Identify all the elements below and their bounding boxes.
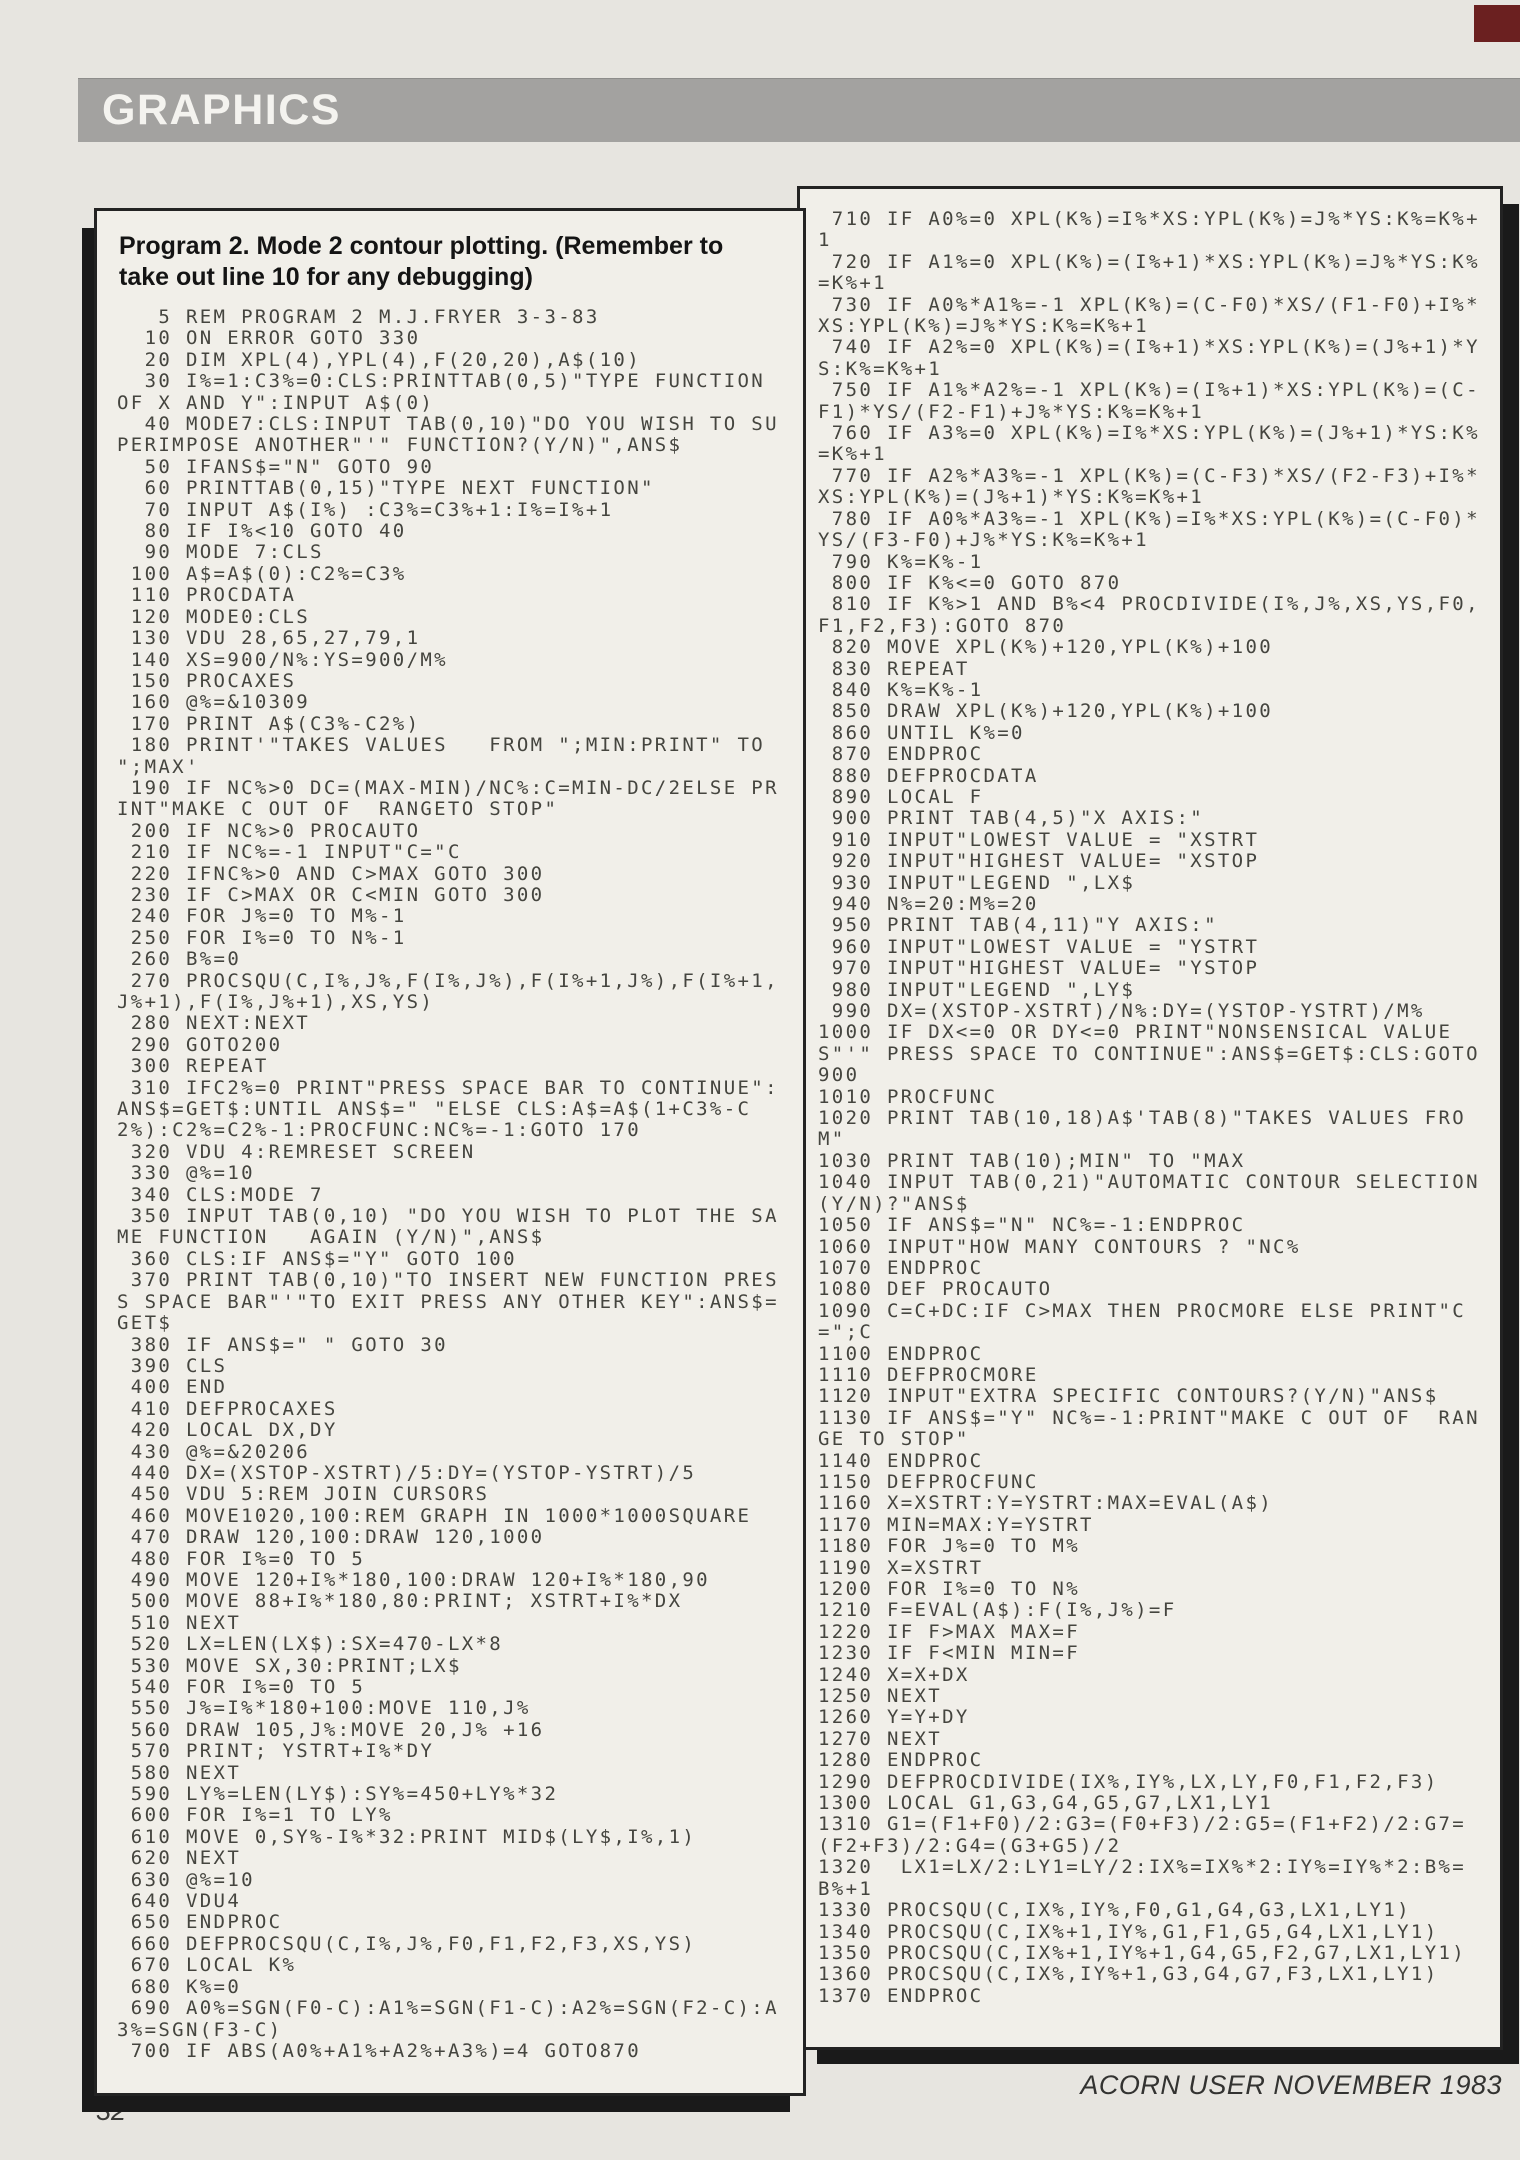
code-line: 330 @%=10 [117, 1162, 255, 1185]
code-line: 20 DIM XPL(4),YPL(4),F(20,20),A$(10) [117, 348, 641, 371]
code-line: 990 DX=(XSTOP-XSTRT)/N%:DY=(YSTOP-YSTRT)/M% [818, 1000, 1425, 1023]
code-line: 610 MOVE 0,SY%-I%*32:PRINT MID$(LY$,I%,1) [117, 1825, 697, 1848]
code-line: 600 FOR I%=1 TO LY% [117, 1804, 393, 1827]
code-line: 500 MOVE 88+I%*180,80:PRINT; XSTRT+I%*DX [117, 1590, 683, 1613]
code-line: 180 PRINT'"TAKES VALUES FROM ";MIN:PRINT" TO ";MAX' [117, 734, 779, 778]
footer-magazine-title: ACORN USER NOVEMBER 1983 [1080, 2070, 1502, 2100]
code-line: 460 MOVE1020,100:REM GRAPH IN 1000*1000SQUARE [117, 1504, 752, 1527]
code-line: 1030 PRINT TAB(10);MIN" TO "MAX [818, 1149, 1246, 1172]
code-line: 680 K%=0 [117, 1975, 242, 1998]
code-line: 570 PRINT; YSTRT+I%*DY [117, 1740, 435, 1763]
code-line: 870 ENDPROC [818, 743, 984, 766]
code-line: 420 LOCAL DX,DY [117, 1419, 338, 1442]
code-line: 430 @%=&20206 [117, 1440, 311, 1463]
code-line: 710 IF A0%=0 XPL(K%)=I%*XS:YPL(K%)=J%*YS:K%=K%+1 [818, 208, 1480, 252]
code-line: 1210 F=EVAL(A$):F(I%,J%)=F [818, 1599, 1177, 1622]
code-line: 100 A$=A$(0):C2%=C3% [117, 562, 407, 585]
code-line: 1010 PROCFUNC [818, 1085, 998, 1108]
code-line: 200 IF NC%>0 PROCAUTO [117, 819, 421, 842]
code-column-right [818, 209, 1488, 2007]
code-line: 490 MOVE 120+I%*180,100:DRAW 120+I%*180,90 [117, 1568, 710, 1591]
code-line: 50 IFANS$="N" GOTO 90 [117, 455, 435, 478]
code-line: 1140 ENDPROC [818, 1449, 984, 1472]
code-line: 1280 ENDPROC [818, 1749, 984, 1772]
code-line: 1270 NEXT [818, 1727, 943, 1750]
code-line: 530 MOVE SX,30:PRINT;LX$ [117, 1654, 462, 1677]
code-line: 890 LOCAL F [818, 785, 984, 808]
code-line: 740 IF A2%=0 XPL(K%)=(I%+1)*XS:YPL(K%)=(J%+1)*YS:K%=K%+1 [818, 336, 1480, 380]
code-line: 1370 ENDPROC [818, 1984, 984, 2007]
code-line: 170 PRINT A$(C3%-C2%) [117, 712, 421, 735]
code-line: 1130 IF ANS$="Y" NC%=-1:PRINT"MAKE C OUT OF RANGE TO STOP" [818, 1406, 1480, 1451]
code-line: 1320 LX1=LX/2:LY1=LY/2:IX%=IX%*2:IY%=IY%*2:B%=B%+1 [818, 1856, 1467, 1900]
code-line: 760 IF A3%=0 XPL(K%)=I%*XS:YPL(K%)=(J%+1)*YS:K%=K%+1 [818, 422, 1480, 466]
code-line: 290 GOTO200 [117, 1033, 283, 1056]
code-line: 140 XS=900/N%:YS=900/M% [117, 648, 448, 671]
code-line: 560 DRAW 105,J%:MOVE 20,J% +16 [117, 1718, 545, 1741]
code-line: 540 FOR I%=0 TO 5 [117, 1676, 366, 1698]
code-line: 550 J%=I%*180+100:MOVE 110,J% [117, 1697, 531, 1720]
code-line: 260 B%=0 [117, 948, 242, 971]
code-line: 1070 ENDPROC [818, 1256, 984, 1279]
code-line: 960 INPUT"LOWEST VALUE = "YSTRT [818, 935, 1260, 958]
code-line: 280 NEXT:NEXT [117, 1012, 311, 1035]
code-line: 370 PRINT TAB(0,10)"TO INSERT NEW FUNCTION PRESS SPACE BAR"'"TO EXIT PRESS ANY OTHER KEY":ANS$=GET$ [117, 1269, 779, 1335]
code-line: 640 VDU4 [117, 1890, 242, 1913]
code-line: 730 IF A0%*A1%=-1 XPL(K%)=(C-F0)*XS/(F1-F0)+I%*XS:YPL(K%)=J%*YS:K%=K%+1 [818, 293, 1480, 338]
code-line: 380 IF ANS$=" " GOTO 30 [117, 1333, 448, 1356]
code-line: 840 K%=K%-1 [818, 678, 984, 701]
code-line: 780 IF A0%*A3%=-1 XPL(K%)=I%*XS:YPL(K%)=(C-F0)*YS/(F3-F0)+J%*YS:K%=K%+1 [818, 507, 1480, 552]
code-line: 690 A0%=SGN(F0-C):A1%=SGN(F1-C):A2%=SGN(F2-C):A3%=SGN(F3-C) [117, 1997, 779, 2041]
code-line: 1240 X=X+DX [818, 1663, 970, 1686]
code-line: 1290 DEFPROCDIVIDE(IX%,IY%,LX,LY,F0,F1,F2,F3) [818, 1770, 1439, 1793]
code-line: 70 INPUT A$(I%) :C3%=C3%+1:I%=I%+1 [117, 498, 614, 521]
code-line: 510 NEXT [117, 1611, 242, 1634]
code-line: 270 PROCSQU(C,I%,J%,F(I%,J%),F(I%+1,J%),F(I%+1,J%+1),F(I%,J%+1),XS,YS) [117, 969, 779, 1013]
code-line: 1200 FOR I%=0 TO N% [818, 1578, 1080, 1600]
code-line: 1180 FOR J%=0 TO M% [818, 1535, 1080, 1558]
code-line: 110 PROCDATA [117, 584, 297, 607]
code-line: 390 CLS [117, 1354, 228, 1377]
code-line: 1190 X=XSTRT [818, 1556, 984, 1579]
code-line: 1020 PRINT TAB(10,18)A$'TAB(8)"TAKES VALUES FROM" [818, 1107, 1467, 1151]
code-line: 950 PRINT TAB(4,11)"Y AXIS:" [818, 914, 1218, 937]
code-line: 1000 IF DX<=0 OR DY<=0 PRINT"NONSENSICAL VALUES"'" PRESS SPACE TO CONTINUE":ANS$=GET$:CLS:GOTO900 [818, 1021, 1480, 1087]
code-line: 900 PRINT TAB(4,5)"X AXIS:" [818, 807, 1205, 830]
code-line: 10 ON ERROR GOTO 330 [117, 327, 421, 350]
code-line: 660 DEFPROCSQU(C,I%,J%,F0,F1,F2,F3,XS,YS) [117, 1932, 697, 1955]
code-line: 1040 INPUT TAB(0,21)"AUTOMATIC CONTOUR SELECTION(Y/N)?"ANS$ [818, 1171, 1480, 1215]
graphics-section-bar [78, 78, 1520, 142]
code-line: 310 IFC2%=0 PRINT"PRESS SPACE BAR TO CONTINUE":ANS$=GET$:UNTIL ANS$=" "ELSE CLS:A$=A$(1+C3%-C2%):C2%=C2%-1:PROCFUNC:NC%=-1:GOTO 170 [117, 1076, 779, 1142]
code-line: 1350 PROCSQU(C,IX%+1,IY%+1,G4,G5,F2,G7,LX1,LY1) [818, 1941, 1467, 1964]
code-line: 440 DX=(XSTOP-XSTRT)/5:DY=(YSTOP-YSTRT)/5 [117, 1461, 697, 1484]
code-line: 1050 IF ANS$="N" NC%=-1:ENDPROC [818, 1214, 1246, 1237]
code-line: 5 REM PROGRAM 2 M.J.FRYER 3-3-83 [117, 306, 600, 328]
code-line: 30 I%=1:C3%=0:CLS:PRINTTAB(0,5)"TYPE FUNCTION OF X AND Y":INPUT A$(0) [117, 370, 779, 414]
code-line: 240 FOR J%=0 TO M%-1 [117, 905, 407, 928]
code-line: 1100 ENDPROC [818, 1342, 984, 1365]
code-line: 320 VDU 4:REMRESET SCREEN [117, 1140, 476, 1163]
code-line: 1340 PROCSQU(C,IX%+1,IY%,G1,F1,G5,G4,LX1,LY1) [818, 1920, 1439, 1943]
code-line: 860 UNTIL K%=0 [818, 721, 1025, 744]
code-line: 470 DRAW 120,100:DRAW 120,1000 [117, 1526, 545, 1549]
code-line: 830 REPEAT [818, 657, 970, 680]
code-line: 750 IF A1%*A2%=-1 XPL(K%)=(I%+1)*XS:YPL(K%)=(C-F1)*YS/(F2-F1)+J%*YS:K%=K%+1 [818, 379, 1480, 423]
code-line: 190 IF NC%>0 DC=(MAX-MIN)/NC%:C=MIN-DC/2ELSE PRINT"MAKE C OUT OF RANGETO STOP" [117, 776, 779, 821]
code-line: 130 VDU 28,65,27,79,1 [117, 627, 421, 650]
code-line: 120 MODE0:CLS [117, 605, 311, 628]
code-line: 720 IF A1%=0 XPL(K%)=(I%+1)*XS:YPL(K%)=J%*YS:K%=K%+1 [818, 250, 1480, 295]
code-line: 400 END [117, 1376, 228, 1399]
code-line: 1330 PROCSQU(C,IX%,IY%,F0,G1,G4,G3,LX1,LY1) [818, 1899, 1411, 1922]
code-line: 810 IF K%>1 AND B%<4 PROCDIVIDE(I%,J%,XS,YS,F0,F1,F2,F3):GOTO 870 [818, 593, 1480, 637]
code-line: 580 NEXT [117, 1761, 242, 1784]
code-line: 980 INPUT"LEGEND ",LY$ [818, 978, 1136, 1001]
code-line: 930 INPUT"LEGEND ",LX$ [818, 871, 1136, 894]
code-line: 480 FOR I%=0 TO 5 [117, 1547, 366, 1570]
code-line: 40 MODE7:CLS:INPUT TAB(0,10)"DO YOU WISH TO SUPERIMPOSE ANOTHER"'" FUNCTION?(Y/N)",ANS$ [117, 413, 779, 457]
code-line: 880 DEFPROCDATA [818, 764, 1039, 787]
code-line: 1360 PROCSQU(C,IX%,IY%+1,G3,G4,G7,F3,LX1,LY1) [818, 1963, 1439, 1986]
code-line: 670 LOCAL K% [117, 1954, 297, 1977]
code-line: 360 CLS:IF ANS$="Y" GOTO 100 [117, 1247, 517, 1270]
code-column-left [117, 307, 787, 2062]
code-line: 520 LX=LEN(LX$):SX=470-LX*8 [117, 1633, 504, 1656]
code-line: 410 DEFPROCAXES [117, 1397, 338, 1420]
page-corner-mark [1474, 5, 1520, 42]
code-line: 350 INPUT TAB(0,10) "DO YOU WISH TO PLOT THE SAME FUNCTION AGAIN (Y/N)",ANS$ [117, 1205, 779, 1249]
code-line: 920 INPUT"HIGHEST VALUE= "XSTOP [818, 850, 1260, 873]
code-line: 230 IF C>MAX OR C<MIN GOTO 300 [117, 883, 545, 906]
code-line: 250 FOR I%=0 TO N%-1 [117, 926, 407, 949]
code-line: 1160 X=XSTRT:Y=YSTRT:MAX=EVAL(A$) [818, 1492, 1274, 1515]
code-line: 850 DRAW XPL(K%)+120,YPL(K%)+100 [818, 700, 1274, 723]
listing-title: Program 2. Mode 2 contour plotting. (Remember to take out line 10 for any debugging) [119, 232, 724, 291]
code-line: 1170 MIN=MAX:Y=YSTRT [818, 1513, 1094, 1536]
code-line: 1230 IF F<MIN MIN=F [818, 1642, 1080, 1665]
code-line: 650 ENDPROC [117, 1911, 283, 1934]
code-line: 1080 DEF PROCAUTO [818, 1278, 1053, 1301]
code-line: 220 IFNC%>0 AND C>MAX GOTO 300 [117, 862, 545, 885]
code-line: 1060 INPUT"HOW MANY CONTOURS ? "NC% [818, 1235, 1301, 1258]
code-line: 770 IF A2%*A3%=-1 XPL(K%)=(C-F3)*XS/(F2-F3)+I%*XS:YPL(K%)=(J%+1)*YS:K%=K%+1 [818, 464, 1480, 509]
code-line: 300 REPEAT [117, 1055, 269, 1078]
code-line: 1150 DEFPROCFUNC [818, 1470, 1039, 1493]
code-line: 150 PROCAXES [117, 669, 297, 692]
code-line: 1120 INPUT"EXTRA SPECIFIC CONTOURS?(Y/N)"ANS$ [818, 1385, 1439, 1408]
code-line: 1310 G1=(F1+F0)/2:G3=(F0+F3)/2:G5=(F1+F2)/2:G7=(F2+F3)/2:G4=(G3+G5)/2 [818, 1813, 1467, 1857]
code-line: 910 INPUT"LOWEST VALUE = "XSTRT [818, 828, 1260, 851]
code-line: 800 IF K%<=0 GOTO 870 [818, 571, 1122, 594]
footer-page-number: 32 [96, 2096, 127, 2126]
code-line: 1300 LOCAL G1,G3,G4,G5,G7,LX1,LY1 [818, 1792, 1274, 1815]
code-line: 340 CLS:MODE 7 [117, 1183, 324, 1206]
code-line: 450 VDU 5:REM JOIN CURSORS [117, 1483, 490, 1506]
code-line: 1250 NEXT [818, 1685, 943, 1708]
code-line: 1090 C=C+DC:IF C>MAX THEN PROCMORE ELSE PRINT"C=";C [818, 1299, 1467, 1344]
code-line: 630 @%=10 [117, 1868, 255, 1891]
code-line: 1110 DEFPROCMORE [818, 1363, 1039, 1386]
code-line: 590 LY%=LEN(LY$):SY%=450+LY%*32 [117, 1783, 559, 1806]
code-line: 620 NEXT [117, 1847, 242, 1870]
section-title: GRAPHICS [102, 85, 341, 134]
code-line: 970 INPUT"HIGHEST VALUE= "YSTOP [818, 957, 1260, 980]
code-line: 940 N%=20:M%=20 [818, 893, 1039, 915]
code-listing-panel-left [94, 208, 806, 2096]
code-line: 820 MOVE XPL(K%)+120,YPL(K%)+100 [818, 636, 1274, 659]
code-line: 210 IF NC%=-1 INPUT"C="C [117, 841, 462, 864]
code-line: 90 MODE 7:CLS [117, 541, 324, 564]
code-line: 700 IF ABS(A0%+A1%+A2%+A3%)=4 GOTO870 [117, 2039, 641, 2062]
code-line: 80 IF I%<10 GOTO 40 [117, 520, 407, 543]
code-line: 1260 Y=Y+DY [818, 1706, 970, 1729]
code-line: 60 PRINTTAB(0,15)"TYPE NEXT FUNCTION" [117, 477, 655, 500]
code-line: 1220 IF F>MAX MAX=F [818, 1620, 1080, 1643]
code-line: 160 @%=&10309 [117, 691, 311, 714]
code-listing-panel-right [797, 186, 1503, 2050]
code-line: 790 K%=K%-1 [818, 550, 984, 573]
